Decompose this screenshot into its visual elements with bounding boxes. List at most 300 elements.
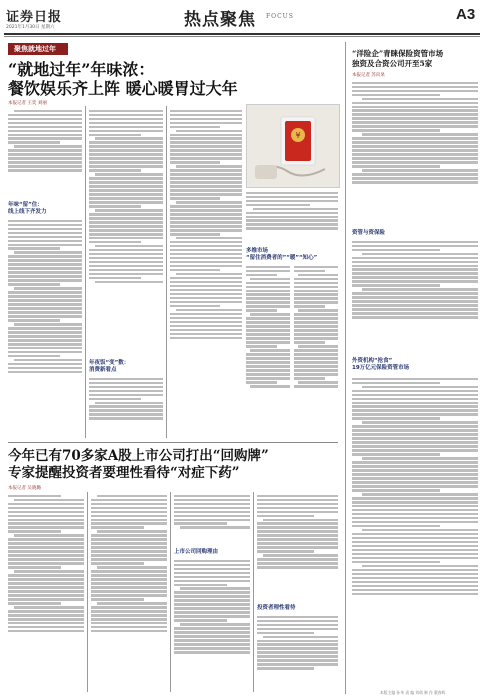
body-text-line	[91, 511, 167, 513]
body-text-line	[14, 570, 84, 572]
body-text-line	[170, 137, 242, 139]
body-text-line	[97, 602, 167, 604]
body-text-line	[176, 309, 242, 311]
body-text-line	[352, 121, 478, 123]
body-text-line	[170, 118, 242, 120]
column-rule	[170, 492, 171, 692]
page-number: A3	[456, 6, 476, 23]
body-text-line	[246, 341, 290, 343]
body-text-line	[170, 253, 242, 255]
section-divider	[8, 442, 338, 443]
body-text-line	[174, 603, 250, 605]
body-text-line	[352, 272, 478, 274]
body-text-line	[89, 201, 163, 203]
bottom-headline	[8, 448, 338, 482]
body-text-line	[91, 570, 167, 572]
text-column	[174, 558, 250, 693]
body-text-line	[8, 618, 84, 620]
body-text-line	[174, 576, 250, 578]
body-text-line	[246, 309, 277, 311]
body-text-line	[91, 586, 167, 588]
body-text-line	[352, 141, 478, 143]
body-text-line	[174, 499, 250, 501]
body-text-line	[246, 357, 290, 359]
body-text-line	[352, 497, 478, 499]
body-text-line	[170, 213, 242, 215]
body-text-line	[8, 244, 82, 246]
body-text-line	[246, 377, 290, 379]
body-text-line	[170, 301, 242, 303]
body-text-line	[174, 519, 250, 521]
body-text-line	[174, 507, 250, 509]
body-text-line	[352, 561, 440, 563]
body-text-line	[174, 647, 250, 649]
body-text-line	[294, 365, 338, 367]
body-text-line	[352, 312, 478, 314]
subhead-line: 线上线下齐发力	[8, 209, 47, 215]
body-text-line	[352, 157, 478, 159]
body-text-line	[91, 522, 167, 524]
body-text-line	[97, 495, 167, 497]
body-text-line	[170, 313, 242, 315]
body-text-line	[8, 169, 82, 171]
text-column	[91, 493, 167, 693]
edition-date: 2021年1月30日 星期六	[6, 25, 55, 30]
body-text-line	[170, 185, 242, 187]
body-text-line	[174, 643, 250, 645]
body-text-line	[176, 130, 242, 132]
body-text-line	[246, 290, 290, 292]
body-text-line	[170, 329, 242, 331]
body-text-line	[174, 615, 250, 617]
body-text-line	[8, 335, 82, 337]
body-text-line	[246, 305, 290, 307]
body-text-line	[89, 130, 163, 132]
body-text-line	[174, 627, 250, 629]
body-text-line	[8, 291, 82, 293]
body-text-line	[8, 542, 84, 544]
body-text-line	[294, 278, 338, 280]
body-text-line	[170, 205, 242, 207]
body-text-line	[294, 333, 338, 335]
body-text-line	[257, 663, 338, 665]
feature-byline: 本报记者 王奕 刘丽	[8, 101, 47, 106]
text-column	[257, 614, 338, 693]
body-text-line	[294, 325, 338, 327]
body-text-line	[89, 249, 163, 251]
subhead-line: 多维市场	[246, 248, 269, 254]
body-text-line	[294, 305, 325, 307]
body-text-line	[8, 118, 82, 120]
bottom-headline-line2: 专家提醒投资者要理性看待“对症下药”	[8, 465, 240, 481]
subhead-line: 年夜饭“变”数：	[89, 360, 130, 366]
body-text-line	[352, 589, 478, 591]
body-text-line	[362, 493, 478, 495]
body-text-line	[246, 192, 338, 194]
subhead	[89, 360, 163, 374]
body-text-line	[89, 261, 163, 263]
body-text-line	[89, 118, 163, 120]
body-text-line	[91, 542, 167, 544]
body-text-line	[89, 413, 163, 415]
body-text-line	[294, 266, 338, 268]
body-text-line	[170, 317, 242, 319]
body-text-line	[246, 216, 338, 218]
body-text-line	[170, 289, 242, 291]
body-text-line	[352, 137, 478, 139]
body-text-line	[352, 469, 478, 471]
body-text-line	[170, 333, 242, 335]
body-text-line	[8, 224, 82, 226]
body-text-line	[170, 153, 242, 155]
body-text-line	[8, 351, 82, 353]
body-text-line	[246, 337, 290, 339]
body-text-line	[170, 281, 242, 283]
body-text-line	[352, 573, 478, 575]
body-text-line	[170, 229, 242, 231]
body-text-line	[170, 141, 242, 143]
body-text-line	[170, 337, 242, 339]
body-text-line	[91, 622, 167, 624]
body-text-line	[352, 441, 478, 443]
body-text-line	[91, 598, 144, 600]
body-text-line	[8, 630, 84, 632]
body-text-line	[362, 457, 478, 459]
body-text-line	[294, 317, 338, 319]
body-text-line	[174, 511, 250, 513]
body-text-line	[89, 409, 163, 411]
body-text-line	[352, 489, 440, 491]
body-text-line	[170, 177, 242, 179]
body-text-line	[8, 347, 82, 349]
body-text-line	[246, 325, 290, 327]
body-text-line	[8, 247, 60, 249]
body-text-line	[352, 409, 478, 411]
body-text-line	[352, 449, 478, 451]
body-text-line	[294, 369, 338, 371]
body-text-line	[8, 578, 84, 580]
body-text-line	[8, 240, 82, 242]
body-text-line	[352, 378, 478, 380]
body-text-line	[170, 157, 242, 159]
body-text-line	[257, 534, 338, 536]
body-text-line	[352, 541, 478, 543]
body-text-line	[257, 643, 338, 645]
body-text-line	[91, 574, 167, 576]
body-text-line	[246, 219, 338, 221]
body-text-line	[263, 519, 338, 521]
body-text-line	[170, 122, 242, 124]
column-rule	[253, 492, 254, 692]
body-text-line	[352, 265, 478, 267]
body-text-line	[8, 363, 82, 365]
body-text-line	[8, 232, 82, 234]
body-text-line	[89, 386, 163, 388]
body-text-line	[91, 578, 167, 580]
body-text-line	[8, 558, 84, 560]
body-text-line	[89, 405, 163, 407]
body-text-line	[91, 626, 167, 628]
body-text-line	[352, 425, 478, 427]
body-text-line	[246, 345, 277, 347]
body-text-line	[246, 212, 338, 214]
body-text-line	[8, 626, 84, 628]
body-text-line	[352, 461, 478, 463]
body-text-line	[91, 519, 167, 521]
body-text-line	[352, 585, 478, 587]
body-text-line	[91, 499, 167, 501]
body-text-line	[246, 369, 290, 371]
body-text-line	[298, 381, 338, 383]
body-text-line	[95, 173, 163, 175]
body-text-line	[246, 373, 290, 375]
body-text-line	[170, 321, 242, 323]
subhead-line: 19万亿元保险资管市场	[352, 365, 410, 371]
body-text-line	[257, 550, 314, 552]
body-text-line	[89, 237, 163, 239]
body-text-line	[97, 566, 167, 568]
body-text-line	[294, 282, 338, 284]
body-text-line	[97, 530, 167, 532]
body-text-line	[352, 382, 440, 384]
body-text-line	[352, 405, 478, 407]
body-text-line	[91, 594, 167, 596]
text-column	[8, 108, 82, 200]
text-column	[8, 218, 82, 438]
body-text-line	[257, 616, 338, 618]
body-text-line	[174, 495, 250, 497]
body-text-line	[89, 269, 163, 271]
body-text-line	[176, 237, 242, 239]
body-text-line	[263, 636, 338, 638]
body-text-line	[352, 284, 440, 286]
body-text-line	[8, 519, 84, 521]
body-text-line	[89, 157, 163, 159]
body-text-line	[8, 566, 61, 568]
body-text-line	[174, 635, 250, 637]
body-text-line	[352, 316, 478, 318]
text-column	[89, 108, 163, 358]
body-text-line	[352, 304, 478, 306]
body-text-line	[246, 282, 290, 284]
body-text-line	[91, 550, 167, 552]
body-text-line	[8, 511, 84, 513]
body-text-line	[8, 299, 82, 301]
body-text-line	[8, 255, 82, 257]
body-text-line	[257, 659, 338, 661]
body-text-line	[8, 307, 82, 309]
body-text-line	[352, 249, 440, 251]
body-text-line	[174, 503, 250, 505]
body-text-line	[8, 562, 84, 564]
body-text-line	[91, 558, 167, 560]
body-text-line	[246, 353, 290, 355]
body-text-line	[246, 196, 338, 198]
body-text-line	[352, 398, 478, 400]
bottom-byline: 本报记者 吴晓璐	[8, 486, 41, 491]
body-text-line	[352, 533, 478, 535]
body-text-line	[294, 337, 338, 339]
body-text-line	[170, 325, 242, 327]
text-column	[294, 264, 338, 438]
section-tag: 聚焦就地过年	[8, 43, 68, 55]
body-text-line	[294, 341, 325, 343]
body-text-line	[257, 558, 338, 560]
body-text-line	[174, 591, 250, 593]
body-text-line	[95, 281, 163, 283]
svg-text:¥: ¥	[295, 131, 301, 140]
body-text-line	[352, 149, 478, 151]
masthead-rule	[4, 33, 480, 35]
body-text-line	[170, 149, 242, 151]
body-text-line	[8, 598, 84, 600]
body-text-line	[174, 580, 250, 582]
body-text-line	[246, 361, 290, 363]
body-text-line	[8, 283, 60, 285]
body-text-line	[246, 200, 338, 202]
body-text-line	[89, 265, 163, 267]
body-text-line	[170, 277, 242, 279]
body-text-line	[170, 189, 242, 191]
body-text-line	[14, 606, 84, 608]
body-text-line	[294, 353, 338, 355]
body-text-line	[89, 225, 163, 227]
body-text-line	[8, 550, 84, 552]
body-text-line	[95, 137, 163, 139]
subhead	[8, 202, 82, 216]
body-text-line	[257, 511, 338, 513]
body-text-line	[8, 614, 84, 616]
body-text-line	[8, 538, 84, 540]
body-text-line	[89, 185, 163, 187]
body-text-line	[8, 122, 82, 124]
body-text-line	[91, 630, 167, 632]
body-text-line	[352, 485, 478, 487]
text-column	[174, 493, 250, 547]
body-text-line	[176, 201, 242, 203]
body-text-line	[352, 465, 478, 467]
body-text-line	[176, 165, 242, 167]
body-text-line	[14, 534, 84, 536]
body-text-line	[180, 623, 250, 625]
body-text-line	[8, 367, 82, 369]
body-text-line	[352, 106, 478, 108]
body-text-line	[257, 530, 338, 532]
body-text-line	[89, 134, 141, 136]
body-text-line	[91, 507, 167, 509]
body-text-line	[257, 655, 338, 657]
body-text-line	[91, 554, 167, 556]
body-text-line	[8, 610, 84, 612]
body-text-line	[352, 593, 478, 595]
body-text-line	[8, 594, 84, 596]
body-text-line	[8, 149, 82, 151]
body-text-line	[174, 631, 250, 633]
body-text-line	[352, 390, 478, 392]
body-text-line	[8, 157, 82, 159]
body-text-line	[8, 220, 82, 222]
body-text-line	[95, 245, 163, 247]
body-text-line	[352, 257, 478, 259]
body-text-line	[170, 233, 220, 235]
body-text-line	[352, 521, 478, 523]
body-text-line	[8, 343, 82, 345]
body-text-line	[294, 286, 338, 288]
text-column	[170, 108, 242, 438]
body-text-line	[180, 526, 250, 528]
body-text-line	[352, 292, 478, 294]
page-footer: 本版主编 孙华 责 编 刘萌 制 作 董春晖	[380, 690, 446, 695]
body-text-line	[352, 481, 478, 483]
body-text-line	[362, 386, 478, 388]
body-text-line	[89, 205, 141, 207]
body-text-line	[352, 117, 478, 119]
body-text-line	[352, 394, 478, 396]
body-text-line	[170, 297, 242, 299]
body-text-line	[170, 173, 242, 175]
body-text-line	[246, 329, 290, 331]
body-text-line	[257, 624, 338, 626]
body-text-line	[352, 517, 478, 519]
body-text-line	[246, 293, 290, 295]
column-rule	[166, 106, 167, 438]
body-text-line	[8, 339, 82, 341]
body-text-line	[8, 303, 82, 305]
body-text-line	[174, 564, 250, 566]
body-text-line	[170, 269, 220, 271]
body-text-line	[352, 501, 478, 503]
body-text-line	[352, 549, 478, 551]
body-text-line	[257, 515, 314, 517]
body-text-line	[89, 122, 163, 124]
body-text-line	[14, 287, 82, 289]
body-text-line	[352, 445, 478, 447]
body-text-line	[91, 538, 167, 540]
body-text-line	[8, 331, 82, 333]
body-text-line	[170, 193, 242, 195]
body-text-line	[174, 607, 250, 609]
body-text-line	[8, 263, 82, 265]
body-text-line	[89, 394, 163, 396]
body-text-line	[246, 301, 290, 303]
body-text-line	[8, 507, 84, 509]
body-text-line	[170, 245, 242, 247]
body-text-line	[89, 229, 163, 231]
body-text-line	[246, 223, 338, 225]
body-text-line	[352, 181, 478, 183]
body-text-line	[362, 529, 478, 531]
text-column	[352, 239, 478, 355]
body-text-line	[174, 619, 227, 621]
body-text-line	[352, 453, 440, 455]
body-text-line	[352, 296, 478, 298]
body-text-line	[89, 417, 163, 419]
body-text-line	[89, 114, 163, 116]
body-text-line	[352, 94, 440, 96]
body-text-line	[8, 522, 84, 524]
body-text-line	[14, 145, 82, 147]
text-column	[352, 376, 478, 684]
body-text-line	[257, 651, 338, 653]
body-text-line	[91, 610, 167, 612]
body-text-line	[91, 534, 167, 536]
body-text-line	[352, 125, 478, 127]
body-text-line	[8, 153, 82, 155]
body-text-line	[352, 129, 440, 131]
feature-photo	[246, 104, 340, 188]
body-text-line	[91, 606, 167, 608]
body-text-line	[170, 169, 242, 171]
